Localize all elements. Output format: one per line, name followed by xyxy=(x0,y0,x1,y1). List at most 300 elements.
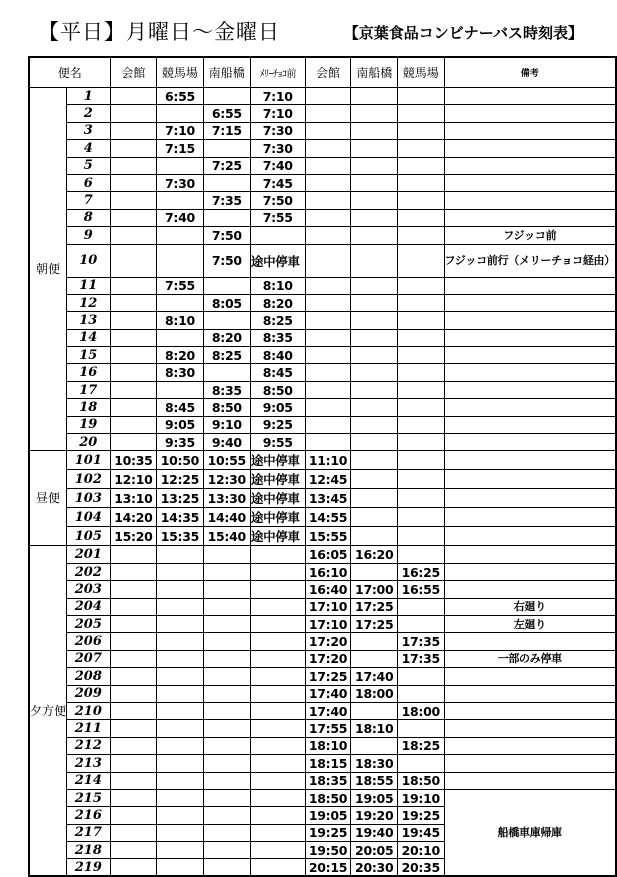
time-cell xyxy=(397,174,444,191)
remarks-cell xyxy=(444,174,616,191)
time-cell: 16:05 xyxy=(305,546,351,563)
time-cell: 17:40 xyxy=(305,702,351,719)
time-cell: 7:40 xyxy=(157,209,204,226)
time-cell: 15:40 xyxy=(203,527,250,546)
table-row xyxy=(29,633,616,650)
bin-number: 1 xyxy=(67,88,111,105)
remarks-cell xyxy=(444,209,616,226)
time-cell: 20:10 xyxy=(397,842,444,859)
time-cell: 7:45 xyxy=(250,174,305,191)
time-cell: 17:10 xyxy=(305,615,351,632)
time-cell xyxy=(351,227,398,244)
time-cell: 20:30 xyxy=(351,859,398,876)
time-cell xyxy=(110,192,157,209)
time-cell xyxy=(250,702,305,719)
time-cell: 15:55 xyxy=(305,527,351,546)
remarks-cell: 右廻り xyxy=(444,598,616,615)
time-cell: 8:20 xyxy=(203,329,250,346)
time-cell xyxy=(157,824,204,841)
bin-number: 3 xyxy=(67,122,111,139)
time-cell xyxy=(157,702,204,719)
time-cell: 7:40 xyxy=(250,157,305,174)
time-cell xyxy=(305,416,351,433)
bin-number: 209 xyxy=(67,685,111,702)
time-cell: 7:55 xyxy=(250,209,305,226)
time-cell xyxy=(397,615,444,632)
remarks-cell xyxy=(444,702,616,719)
time-cell xyxy=(110,581,157,598)
time-cell xyxy=(351,192,398,209)
bin-number: 102 xyxy=(67,470,111,489)
time-cell xyxy=(305,399,351,416)
time-cell xyxy=(305,312,351,329)
remarks-cell: 左廻り xyxy=(444,615,616,632)
time-cell xyxy=(397,685,444,702)
bin-number: 210 xyxy=(67,702,111,719)
table-row xyxy=(29,209,616,226)
time-cell: 9:05 xyxy=(157,416,204,433)
time-cell xyxy=(397,720,444,737)
time-cell: 8:50 xyxy=(203,399,250,416)
time-cell xyxy=(110,329,157,346)
time-cell: 7:55 xyxy=(157,277,204,294)
table-row xyxy=(29,88,616,105)
table-row xyxy=(29,755,616,772)
time-cell xyxy=(305,88,351,105)
table-row xyxy=(29,581,616,598)
time-cell xyxy=(157,546,204,563)
time-cell xyxy=(351,563,398,580)
table-row xyxy=(29,546,616,563)
time-cell xyxy=(250,824,305,841)
remarks-cell xyxy=(444,364,616,381)
time-cell xyxy=(397,755,444,772)
time-cell xyxy=(250,789,305,806)
bin-number: 15 xyxy=(67,347,111,364)
time-cell xyxy=(351,416,398,433)
bin-number: 215 xyxy=(67,789,111,806)
remarks-cell xyxy=(444,347,616,364)
time-cell xyxy=(351,88,398,105)
time-cell xyxy=(250,563,305,580)
table-row xyxy=(29,416,616,433)
time-cell xyxy=(351,347,398,364)
remarks-cell xyxy=(444,329,616,346)
time-cell: 7:50 xyxy=(203,227,250,244)
table-row xyxy=(29,527,616,546)
table-row xyxy=(29,489,616,508)
time-cell: 17:25 xyxy=(351,615,398,632)
time-cell xyxy=(305,294,351,311)
time-cell xyxy=(397,451,444,470)
time-cell xyxy=(305,227,351,244)
time-cell xyxy=(110,668,157,685)
time-cell xyxy=(203,755,250,772)
remarks-cell xyxy=(444,434,616,451)
time-cell xyxy=(110,399,157,416)
remarks-cell xyxy=(444,737,616,754)
time-cell xyxy=(351,294,398,311)
time-cell: 15:35 xyxy=(157,527,204,546)
bin-number: 5 xyxy=(67,157,111,174)
table-row xyxy=(29,329,616,346)
time-cell xyxy=(305,381,351,398)
time-cell xyxy=(157,615,204,632)
time-cell: 17:55 xyxy=(305,720,351,737)
bin-number: 202 xyxy=(67,563,111,580)
time-cell: 16:25 xyxy=(397,563,444,580)
header-out-keibajo: 競馬場 xyxy=(157,57,204,88)
time-cell: 14:35 xyxy=(157,508,204,527)
noon-section xyxy=(29,451,616,546)
time-cell xyxy=(397,546,444,563)
time-cell xyxy=(110,633,157,650)
time-cell xyxy=(397,244,444,277)
time-cell xyxy=(203,598,250,615)
time-cell xyxy=(305,347,351,364)
time-cell xyxy=(397,489,444,508)
time-cell xyxy=(110,157,157,174)
time-cell xyxy=(157,329,204,346)
table-row xyxy=(29,720,616,737)
time-cell xyxy=(305,329,351,346)
bin-number: 213 xyxy=(67,755,111,772)
time-cell: 17:20 xyxy=(305,650,351,667)
time-cell xyxy=(250,737,305,754)
table-row xyxy=(29,381,616,398)
time-cell: 18:10 xyxy=(305,737,351,754)
bin-number: 18 xyxy=(67,399,111,416)
time-cell xyxy=(305,140,351,157)
remarks-cell xyxy=(444,294,616,311)
time-cell xyxy=(250,650,305,667)
time-cell xyxy=(110,737,157,754)
bin-number: 6 xyxy=(67,174,111,191)
bin-number: 101 xyxy=(67,451,111,470)
time-cell xyxy=(250,720,305,737)
time-cell: 8:35 xyxy=(250,329,305,346)
time-cell: 14:40 xyxy=(203,508,250,527)
remarks-cell xyxy=(444,546,616,563)
bin-number: 12 xyxy=(67,294,111,311)
header-in-kaikan: 会館 xyxy=(305,57,351,88)
remarks-cell xyxy=(444,399,616,416)
bin-number: 104 xyxy=(67,508,111,527)
time-cell: 19:40 xyxy=(351,824,398,841)
remarks-cell xyxy=(444,140,616,157)
time-cell: 18:00 xyxy=(351,685,398,702)
time-cell xyxy=(157,720,204,737)
time-cell xyxy=(250,685,305,702)
table-row xyxy=(29,347,616,364)
table-row xyxy=(29,598,616,615)
table-row xyxy=(29,563,616,580)
header-row xyxy=(29,57,616,88)
time-cell xyxy=(351,157,398,174)
time-cell xyxy=(157,598,204,615)
time-cell xyxy=(351,329,398,346)
time-cell xyxy=(203,174,250,191)
time-cell: 10:55 xyxy=(203,451,250,470)
table-row xyxy=(29,650,616,667)
time-cell: 7:10 xyxy=(250,88,305,105)
time-cell xyxy=(110,755,157,772)
time-cell: 7:30 xyxy=(157,174,204,191)
time-cell: 途中停車 xyxy=(250,244,305,277)
remarks-cell xyxy=(444,668,616,685)
table-row xyxy=(29,434,616,451)
bin-number: 10 xyxy=(67,244,111,277)
header-out-minamifunabashi: 南船橋 xyxy=(203,57,250,88)
bin-number: 218 xyxy=(67,842,111,859)
time-cell: 途中停車 xyxy=(250,489,305,508)
table-row xyxy=(29,277,616,294)
remarks-cell: 一部のみ停車 xyxy=(444,650,616,667)
time-cell xyxy=(397,527,444,546)
table-row xyxy=(29,227,616,244)
bin-number: 4 xyxy=(67,140,111,157)
time-cell xyxy=(351,381,398,398)
time-cell xyxy=(203,772,250,789)
time-cell xyxy=(110,434,157,451)
time-cell xyxy=(157,192,204,209)
time-cell: 12:25 xyxy=(157,470,204,489)
time-cell: 8:45 xyxy=(157,399,204,416)
time-cell xyxy=(110,294,157,311)
time-cell xyxy=(157,772,204,789)
time-cell: 7:30 xyxy=(250,140,305,157)
time-cell xyxy=(157,807,204,824)
time-cell xyxy=(157,381,204,398)
time-cell xyxy=(203,581,250,598)
time-cell xyxy=(397,157,444,174)
time-cell xyxy=(203,789,250,806)
time-cell: 18:35 xyxy=(305,772,351,789)
time-cell xyxy=(203,88,250,105)
bin-number: 16 xyxy=(67,364,111,381)
table-row xyxy=(29,685,616,702)
bin-number: 211 xyxy=(67,720,111,737)
time-cell: 6:55 xyxy=(203,105,250,122)
time-cell xyxy=(250,668,305,685)
time-cell: 19:10 xyxy=(397,789,444,806)
bin-number: 206 xyxy=(67,633,111,650)
time-cell xyxy=(110,546,157,563)
time-cell: 6:55 xyxy=(157,88,204,105)
time-cell xyxy=(203,546,250,563)
page-subtitle: 【京葉食品コンビナーバス時刻表】 xyxy=(343,24,583,42)
time-cell: 13:45 xyxy=(305,489,351,508)
time-cell xyxy=(110,842,157,859)
time-cell xyxy=(110,105,157,122)
time-cell xyxy=(110,364,157,381)
time-cell: 18:50 xyxy=(305,789,351,806)
time-cell: 19:05 xyxy=(305,807,351,824)
remarks-cell xyxy=(444,685,616,702)
time-cell xyxy=(250,842,305,859)
time-cell xyxy=(351,364,398,381)
bin-number: 203 xyxy=(67,581,111,598)
time-cell xyxy=(397,294,444,311)
time-cell xyxy=(397,140,444,157)
time-cell xyxy=(397,381,444,398)
time-cell xyxy=(250,772,305,789)
remarks-cell xyxy=(444,416,616,433)
time-cell: 7:25 xyxy=(203,157,250,174)
time-cell xyxy=(250,581,305,598)
time-cell xyxy=(203,859,250,876)
time-cell xyxy=(305,364,351,381)
evening-section xyxy=(29,546,616,876)
time-cell: 17:10 xyxy=(305,598,351,615)
table-row xyxy=(29,737,616,754)
time-cell xyxy=(305,434,351,451)
time-cell: 18:00 xyxy=(397,702,444,719)
time-cell xyxy=(203,737,250,754)
bin-number: 2 xyxy=(67,105,111,122)
time-cell: 途中停車 xyxy=(250,470,305,489)
header-bin: 便名 xyxy=(29,57,110,88)
time-cell: 8:30 xyxy=(157,364,204,381)
table-row xyxy=(29,192,616,209)
time-cell: 17:35 xyxy=(397,633,444,650)
time-cell xyxy=(110,381,157,398)
remarks-cell: フジッコ前行（メリーチョコ経由） xyxy=(444,244,616,277)
table-row xyxy=(29,157,616,174)
table-row xyxy=(29,702,616,719)
remarks-cell xyxy=(444,633,616,650)
bin-number: 216 xyxy=(67,807,111,824)
bin-number: 217 xyxy=(67,824,111,841)
time-cell xyxy=(250,598,305,615)
time-cell xyxy=(305,277,351,294)
time-cell: 20:05 xyxy=(351,842,398,859)
time-cell: 途中停車 xyxy=(250,527,305,546)
time-cell: 8:35 xyxy=(203,381,250,398)
time-cell xyxy=(110,720,157,737)
bin-number: 20 xyxy=(67,434,111,451)
time-cell xyxy=(157,859,204,876)
time-cell xyxy=(203,312,250,329)
time-cell: 8:05 xyxy=(203,294,250,311)
time-cell: 8:45 xyxy=(250,364,305,381)
time-cell xyxy=(397,668,444,685)
time-cell: 14:20 xyxy=(110,508,157,527)
bin-number: 13 xyxy=(67,312,111,329)
time-cell: 19:25 xyxy=(397,807,444,824)
table-row xyxy=(29,122,616,139)
time-cell: 8:50 xyxy=(250,381,305,398)
time-cell xyxy=(305,122,351,139)
time-cell: 9:55 xyxy=(250,434,305,451)
time-cell: 8:40 xyxy=(250,347,305,364)
time-cell: 7:10 xyxy=(250,105,305,122)
time-cell xyxy=(110,685,157,702)
table-row xyxy=(29,399,616,416)
table-row xyxy=(29,615,616,632)
time-cell xyxy=(351,399,398,416)
time-cell: 7:35 xyxy=(203,192,250,209)
time-cell xyxy=(397,88,444,105)
time-cell xyxy=(110,650,157,667)
header-out-kaikan: 会館 xyxy=(110,57,157,88)
time-cell xyxy=(397,209,444,226)
time-cell: 10:50 xyxy=(157,451,204,470)
time-cell: 10:35 xyxy=(110,451,157,470)
time-cell xyxy=(351,633,398,650)
time-cell xyxy=(110,122,157,139)
time-cell xyxy=(250,546,305,563)
time-cell xyxy=(203,277,250,294)
time-cell: 8:20 xyxy=(157,347,204,364)
remarks-cell xyxy=(444,312,616,329)
time-cell xyxy=(397,227,444,244)
time-cell xyxy=(110,824,157,841)
time-cell xyxy=(250,633,305,650)
time-cell xyxy=(397,598,444,615)
time-cell: 17:35 xyxy=(397,650,444,667)
time-cell: 20:15 xyxy=(305,859,351,876)
time-cell xyxy=(157,294,204,311)
time-cell: 19:45 xyxy=(397,824,444,841)
time-cell: 16:55 xyxy=(397,581,444,598)
time-cell xyxy=(110,615,157,632)
time-cell xyxy=(397,434,444,451)
time-cell xyxy=(157,737,204,754)
time-cell xyxy=(351,508,398,527)
time-cell xyxy=(110,859,157,876)
time-cell xyxy=(351,122,398,139)
time-cell xyxy=(397,508,444,527)
time-cell xyxy=(397,416,444,433)
time-cell xyxy=(203,668,250,685)
table-row xyxy=(29,312,616,329)
table-row xyxy=(29,668,616,685)
time-cell: 18:10 xyxy=(351,720,398,737)
bin-number: 103 xyxy=(67,489,111,508)
remarks-cell xyxy=(444,508,616,527)
time-cell xyxy=(110,702,157,719)
time-cell xyxy=(305,209,351,226)
time-cell: 13:25 xyxy=(157,489,204,508)
time-cell xyxy=(250,227,305,244)
title-bar xyxy=(38,18,583,48)
time-cell xyxy=(110,789,157,806)
time-cell xyxy=(157,650,204,667)
time-cell: 9:25 xyxy=(250,416,305,433)
time-cell: 7:30 xyxy=(250,122,305,139)
time-cell: 8:25 xyxy=(250,312,305,329)
bin-number: 105 xyxy=(67,527,111,546)
time-cell: 途中停車 xyxy=(250,508,305,527)
time-cell xyxy=(157,755,204,772)
time-cell xyxy=(351,489,398,508)
time-cell xyxy=(203,615,250,632)
time-cell xyxy=(110,140,157,157)
time-cell xyxy=(110,244,157,277)
time-cell: 12:10 xyxy=(110,470,157,489)
time-cell xyxy=(110,88,157,105)
time-cell xyxy=(351,451,398,470)
time-cell xyxy=(351,174,398,191)
time-cell: 17:40 xyxy=(351,668,398,685)
time-cell xyxy=(351,277,398,294)
time-cell xyxy=(397,470,444,489)
time-cell xyxy=(351,434,398,451)
time-cell: 19:25 xyxy=(305,824,351,841)
remarks-cell xyxy=(444,451,616,470)
header-in-minamifunabashi: 南船橋 xyxy=(351,57,398,88)
